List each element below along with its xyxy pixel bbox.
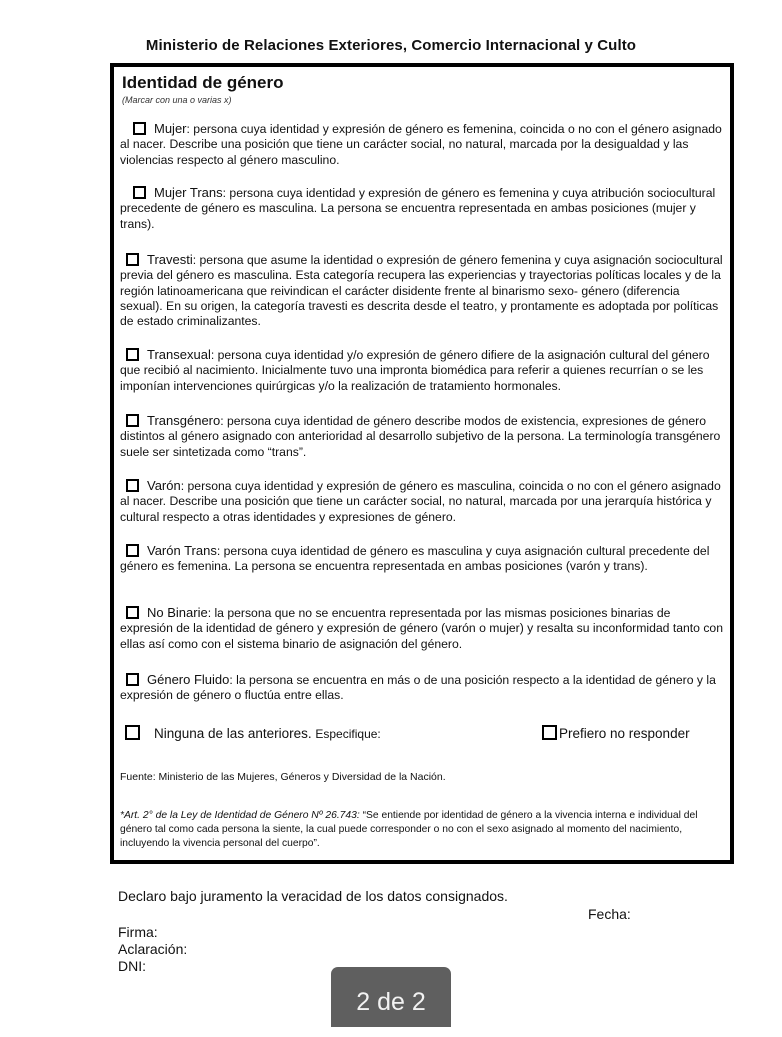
checkbox-varon-trans[interactable] <box>126 544 139 557</box>
legal-text: “Se entiende por identidad de género a la vivencia interna e individual del género tal como cada persona la siente, la cual puede corresponder o no con el sexo asignado al momento del nacimiento, incluyendo la vivencia personal del cuerpo”. <box>120 810 698 849</box>
option-no-responder <box>542 725 690 741</box>
page-indicator: 2 de 2 <box>331 967 451 1027</box>
option-transgenero <box>120 413 724 460</box>
option-description: : persona cuya identidad y/o expresión de género difiere de la asignación cultural del género que recibió al nacimiento. Inicialmente tuvo una impronta biomédica para referir a quienes recurrían o se les imponían intervenciones quirúrgicas y/o la realización de tratamiento hormonales. <box>120 348 710 393</box>
option-transexual <box>120 347 724 394</box>
option-label: Varón Trans <box>147 543 217 558</box>
option-genero-fluido <box>120 672 724 704</box>
option-description: : persona cuya identidad y expresión de género es femenina y cuya atribución sociocultural precedente de género es masculina. La persona se encuentra representada en ambas posiciones (mujer y trans). <box>120 186 716 231</box>
checkbox-ninguna[interactable] <box>125 725 140 740</box>
gender-identity-form <box>110 63 734 864</box>
option-label: Varón <box>147 478 181 493</box>
option-label: Transgénero <box>147 413 221 428</box>
checkbox-no-responder[interactable] <box>542 725 557 740</box>
option-description: : persona cuya identidad de género es masculina y cuya asignación cultural precedente del género es femenina. La persona se encuentra representada en ambas posiciones (varón y trans). <box>120 544 710 574</box>
legal-note <box>120 809 726 851</box>
checkbox-varon[interactable] <box>126 479 139 492</box>
clarification-label: Aclaración: <box>118 941 188 957</box>
option-mujer-trans <box>120 185 724 232</box>
option-no-binarie <box>120 605 724 652</box>
checkbox-genero-fluido[interactable] <box>126 673 139 686</box>
option-description: : persona cuya identidad y expresión de género es masculina, coincida o no con el género asignado al nacer. Describe una posición que tiene un carácter social, no natural, marcada por una jerarquía histórica y cultural respecto a otras identidades y expresiones de género. <box>120 479 721 524</box>
checkbox-transgenero[interactable] <box>126 414 139 427</box>
option-ninguna <box>125 725 381 741</box>
legal-reference: *Art. 2° de la Ley de Identidad de Género Nº 26.743: <box>120 810 360 821</box>
date-label: Fecha: <box>588 906 631 922</box>
checkbox-no-binarie[interactable] <box>126 606 139 619</box>
source-note: Fuente: Ministerio de las Mujeres, Géneros y Diversidad de la Nación. <box>120 771 446 783</box>
ministry-header: Ministerio de Relaciones Exteriores, Comercio Internacional y Culto <box>145 37 637 54</box>
checkbox-mujer-trans[interactable] <box>133 186 146 199</box>
specify-label: Especifique: <box>315 727 381 741</box>
option-label: Transexual <box>147 347 211 362</box>
option-varon <box>120 478 724 525</box>
no-answer-label: Prefiero no responder <box>559 726 690 741</box>
option-label: Mujer <box>154 121 187 136</box>
signature-label: Firma: <box>118 924 158 940</box>
option-label: Travesti <box>147 252 193 267</box>
option-description: : la persona que no se encuentra representada por las mismas posiciones binarias de expresión de la identidad de género y expresión de género (varón o mujer) y resalta su inconformidad tanto con ellas así como con el sistema binario de asignación del género. <box>120 606 723 651</box>
sworn-declaration: Declaro bajo juramento la veracidad de los datos consignados. <box>118 888 508 904</box>
dni-label: DNI: <box>118 958 146 974</box>
option-label: Mujer Trans <box>154 185 223 200</box>
option-travesti <box>120 252 724 329</box>
checkbox-mujer[interactable] <box>133 122 146 135</box>
option-mujer <box>120 121 724 168</box>
option-description: : persona que asume la identidad o expresión de género femenina y cuya asignación sociocultural previa del género es masculina. Esta categoría recupera las experiencias y trayectorias políticas locales y de la región latinoamericana que reivindican el carácter disidente frente al binarismo sexo- género (diferencia sexual). En su origen, la categoría travesti es descrita desde el teatro, y prontamente es adoptada por políticas de estado criminalizantes. <box>120 253 723 329</box>
option-description: : persona cuya identidad y expresión de género es femenina, coincida o no con el género asignado al nacer. Describe una posición que tiene un carácter social, no natural, marcada por la desigualdad y las violencias respecto al género masculino. <box>120 122 722 167</box>
option-description: : persona cuya identidad de género describe modos de existencia, expresiones de género distintos al género asignado con anterioridad al desarrollo subjetivo de la persona. La terminología transgénero suele ser sintetizada como “trans”. <box>120 414 721 459</box>
option-label: Género Fluido <box>147 672 230 687</box>
form-subtitle: (Marcar con una o varias x) <box>122 95 232 105</box>
option-varon-trans <box>120 543 724 575</box>
checkbox-transexual[interactable] <box>126 348 139 361</box>
none-label: Ninguna de las anteriores. <box>154 726 312 741</box>
option-label: No Binarie <box>147 605 208 620</box>
checkbox-travesti[interactable] <box>126 253 139 266</box>
option-description: : la persona se encuentra en más o de una posición respecto a la identidad de género y la expresión de género o fluctúa entre ellas. <box>120 673 716 703</box>
form-title: Identidad de género <box>122 73 284 92</box>
